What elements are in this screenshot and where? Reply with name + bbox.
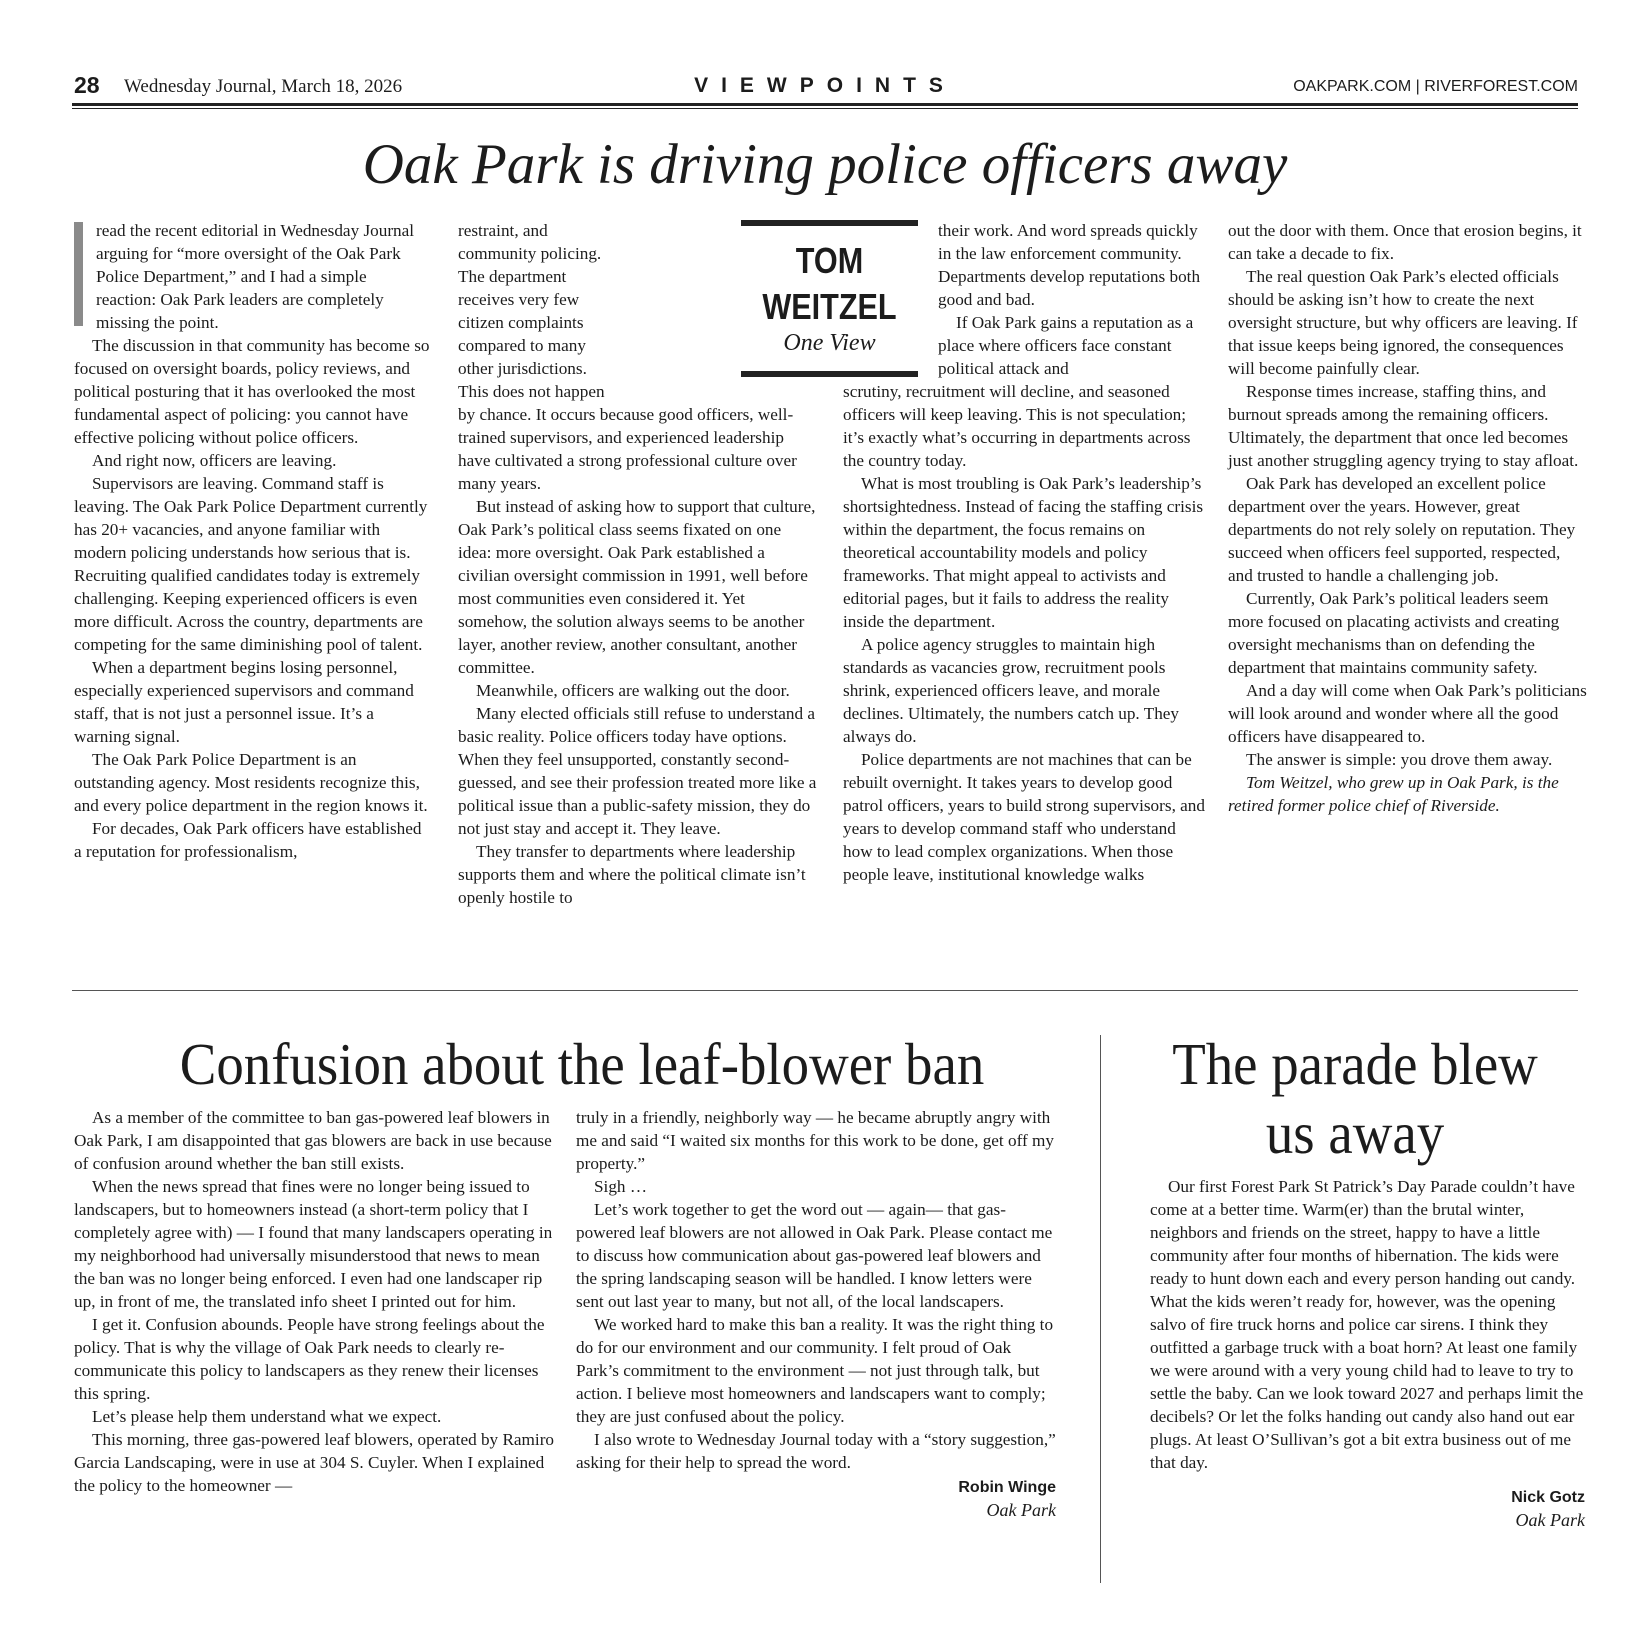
letter-signature-town: Oak Park <box>1515 1510 1585 1530</box>
letter-paragraph: I also wrote to Wednesday Journal today with a “story suggestion,” asking for their help to spread the word. <box>576 1430 1056 1472</box>
column-label: One View <box>783 330 876 356</box>
headline-line: The parade blew <box>1172 1031 1538 1097</box>
article-paragraph: The answer is simple: you drove them away. <box>1246 750 1553 769</box>
article-paragraph: And a day will come when Oak Park’s politicians will look around and wonder where all the good officers have disappeared to. <box>1228 681 1587 746</box>
article-paragraph: Currently, Oak Park’s political leaders seem more focused on placating activists and creating oversight mechanisms than on defending the department that maintains community safety. <box>1228 589 1560 677</box>
article-paragraph: Police departments are not machines that can be rebuilt overnight. It takes years to develop good patrol officers, years to build strong supervisors, and years to develop command staff who understand how to lead complex organizations. When those people leave, institutional knowledge walks <box>843 750 1205 884</box>
letter-paragraph: Let’s work together to get the word out — again— that gas-powered leaf blowers are not allowed in Oak Park. Please contact me to discuss how communication about gas-powered leaf blowers and the spring landscaping season will be handled. I know letters were sent out last year to many, but not all, of the local landscapers. <box>576 1200 1053 1311</box>
letter-signature-town: Oak Park <box>986 1500 1056 1520</box>
article-paragraph: And right now, officers are leaving. <box>92 451 337 470</box>
article-paragraph: Meanwhile, officers are walking out the door. <box>476 681 790 700</box>
byline-rule-bottom <box>741 371 918 377</box>
letter1-col1 <box>74 1106 554 1497</box>
letter-paragraph: Sigh … <box>594 1177 648 1196</box>
article-paragraph: When a department begins losing personnel, especially experienced supervisors and command staff, that is not just a personnel issue. It’s a warning signal. <box>74 658 414 746</box>
main-article-col3-lower <box>843 380 1208 886</box>
article-paragraph: out the door with them. Once that erosion begins, it can take a decade to fix. <box>1228 221 1582 263</box>
column-divider <box>1100 1035 1101 1583</box>
section-title: VIEWPOINTS <box>694 74 956 97</box>
publication-date: Wednesday Journal, March 18, 2026 <box>124 76 403 97</box>
article-paragraph: They transfer to departments where leadership supports them and where the political climate isn’t openly hostile to <box>458 842 806 907</box>
letter-paragraph: We worked hard to make this ban a reality. It was the right thing to do for our environment and our community. I felt proud of Oak Park’s commitment to the environment — not just through talk, but action. I believe most homeowners and landscapers want to comply; they are just confused about the policy. <box>576 1315 1054 1426</box>
letter-paragraph: truly in a friendly, neighborly way — he became abruptly angry with me and said “I waited six months for this work to be done, get off my property.” <box>576 1108 1054 1173</box>
letter2-body <box>1150 1175 1585 1532</box>
letter-paragraph: When the news spread that fines were no longer being issued to landscapers, but to homeowners instead (a short-term policy that I completely agree with) — I found that many landscapers operating in my neighborhood had universally misunderstood that news to mean the ban was no longer being enforced. I even had one landscaper rip up, in front of me, the translated info sheet I printed out for him. <box>74 1177 553 1311</box>
article-paragraph: The real question Oak Park’s elected officials should be asking isn’t how to create the next oversight structure, but why officers are leaving. If that issue keeps being ignored, the consequences will become painfully clear. <box>1228 267 1578 378</box>
site-links[interactable]: OAKPARK.COM | RIVERFOREST.COM <box>1293 78 1578 95</box>
letter-paragraph: I get it. Confusion abounds. People have strong feelings about the policy. That is why the village of Oak Park needs to clearly re-communicate this policy to landscapers as they renew their licenses this spring. <box>74 1315 545 1403</box>
article-paragraph: What is most troubling is Oak Park’s leadership’s shortsightedness. Instead of facing the staffing crisis within the department, the focus remains on theoretical accountability models and policy frameworks. That might appeal to activists and editorial pages, but it fails to address the reality inside the department. <box>843 474 1204 631</box>
letter-paragraph: Our first Forest Park St Patrick’s Day Parade couldn’t have come at a better time. Warm(er) than the brutal winter, neighbors and friends on the street, happy to have a little community after four months of hibernation. The kids were ready to hunt down each and every person handing out candy. What the kids weren’t ready for, however, was the opening salvo of fire truck horns and police car sirens. I think they outfitted a garbage truck with a boat horn? At least one family we were around with a very young child had to leave to try to settle the baby. Can we look toward 2027 and perhaps limit the decibels? Or let the folks handing out candy also hand out ear plugs. At least O’Sullivan’s got a bit extra business out of me that day. <box>1150 1177 1584 1472</box>
article-paragraph: restraint, and community policing. The department receives very few citizen complaints compared to many other jurisdictions. This does not happen by chance. It occurs because good officers, well-trained supervisors, and experienced leadership have cultivated a strong professional culture over many years. <box>458 221 797 493</box>
letter-headline-parade <box>1141 1030 1569 1168</box>
author-last-name: WEITZEL <box>762 286 897 327</box>
letter-paragraph: As a member of the committee to ban gas-powered leaf blowers in Oak Park, I am disappointed that gas blowers are back in use because of confusion around whether the ban still exists. <box>74 1108 552 1173</box>
article-paragraph: scrutiny, recruitment will decline, and seasoned officers will keep leaving. This is not speculation; it’s exactly what’s occurring in departments across the country today. <box>843 382 1191 470</box>
headline-line: us away <box>1265 1100 1445 1166</box>
main-article-col3 <box>938 219 1208 380</box>
article-paragraph: The discussion in that community has become so focused on oversight boards, policy reviews, and political posturing that it has overlooked the most fundamental aspect of policing: you cannot have effective policing without police officers. <box>74 336 430 447</box>
article-paragraph: Response times increase, staffing thins, and burnout spreads among the remaining officers. Ultimately, the department that once led becomes just another struggling agency trying to stay afloat. <box>1228 382 1579 470</box>
page-number: 28 <box>74 72 100 98</box>
article-paragraph: The Oak Park Police Department is an outstanding agency. Most residents recognize this, and every police department in the region knows it. <box>74 750 428 815</box>
byline-rule-top <box>741 220 918 226</box>
article-paragraph: Supervisors are leaving. Command staff is leaving. The Oak Park Police Department currently has 20+ vacancies, and anyone familiar with modern policing understands how serious that is. Recruiting qualified candidates today is extremely challenging. Keeping experienced officers is even more difficult. Across the country, departments are competing for the same diminishing pool of talent. <box>74 474 428 654</box>
header-rule-thin <box>72 108 1578 109</box>
article-paragraph: their work. And word spreads quickly in the law enforcement community. Departments develop reputations both good and bad. <box>938 221 1201 309</box>
letter-paragraph: Let’s please help them understand what we expect. <box>92 1407 442 1426</box>
author-first-name: TOM <box>795 240 864 281</box>
letter1-col2 <box>576 1106 1056 1522</box>
letter-signature-name: Nick Gotz <box>1511 1489 1585 1506</box>
article-paragraph: read the recent editorial in Wednesday Journal arguing for “more oversight of the Oak Park Police Department,” and I had a simple reaction: Oak Park leaders are completely missing the point. <box>96 221 415 332</box>
author-bio: Tom Weitzel, who grew up in Oak Park, is the retired former police chief of Riverside. <box>1228 773 1559 815</box>
letter-paragraph: This morning, three gas-powered leaf blowers, operated by Ramiro Garcia Landscaping, were in use at 304 S. Cuyler. When I explained the policy to the homeowner — <box>74 1430 555 1495</box>
article-paragraph: Oak Park has developed an excellent police department over the years. However, great departments do not rely solely on reputation. They succeed when officers feel supported, respected, and trusted to handle a challenging job. <box>1228 474 1576 585</box>
article-paragraph: But instead of asking how to support that culture, Oak Park’s political class seems fixated on one idea: more oversight. Oak Park established a civilian oversight commission in 1991, well before most communities even considered it. Yet somehow, the solution always seems to be another layer, another review, another consultant, another committee. <box>458 497 816 677</box>
section-divider <box>72 990 1578 991</box>
article-paragraph: Many elected officials still refuse to understand a basic reality. Police officers today have options. When they feel unsupported, constantly second-guessed, and see their profession treated more like a political issue than a public-safety mission, they do not just stay and accept it. They leave. <box>458 704 817 838</box>
article-paragraph: If Oak Park gains a reputation as a place where officers face constant political attack and <box>938 313 1194 378</box>
main-article-col4 <box>1228 219 1588 817</box>
article-paragraph: A police agency struggles to maintain high standards as vacancies grow, recruitment pools shrink, experienced officers leave, and morale declines. Ultimately, the numbers catch up. They always do. <box>843 635 1180 746</box>
article-paragraph: For decades, Oak Park officers have established a reputation for professionalism, <box>74 819 422 861</box>
letter-signature-name: Robin Winge <box>958 1479 1056 1496</box>
main-article-col1 <box>74 219 431 863</box>
letter-headline-leaf-blower: Confusion about the leaf-blower ban <box>179 1031 985 1097</box>
main-headline: Oak Park is driving police officers away <box>362 133 1288 196</box>
header-rule <box>72 103 1578 106</box>
author-name <box>754 238 904 330</box>
